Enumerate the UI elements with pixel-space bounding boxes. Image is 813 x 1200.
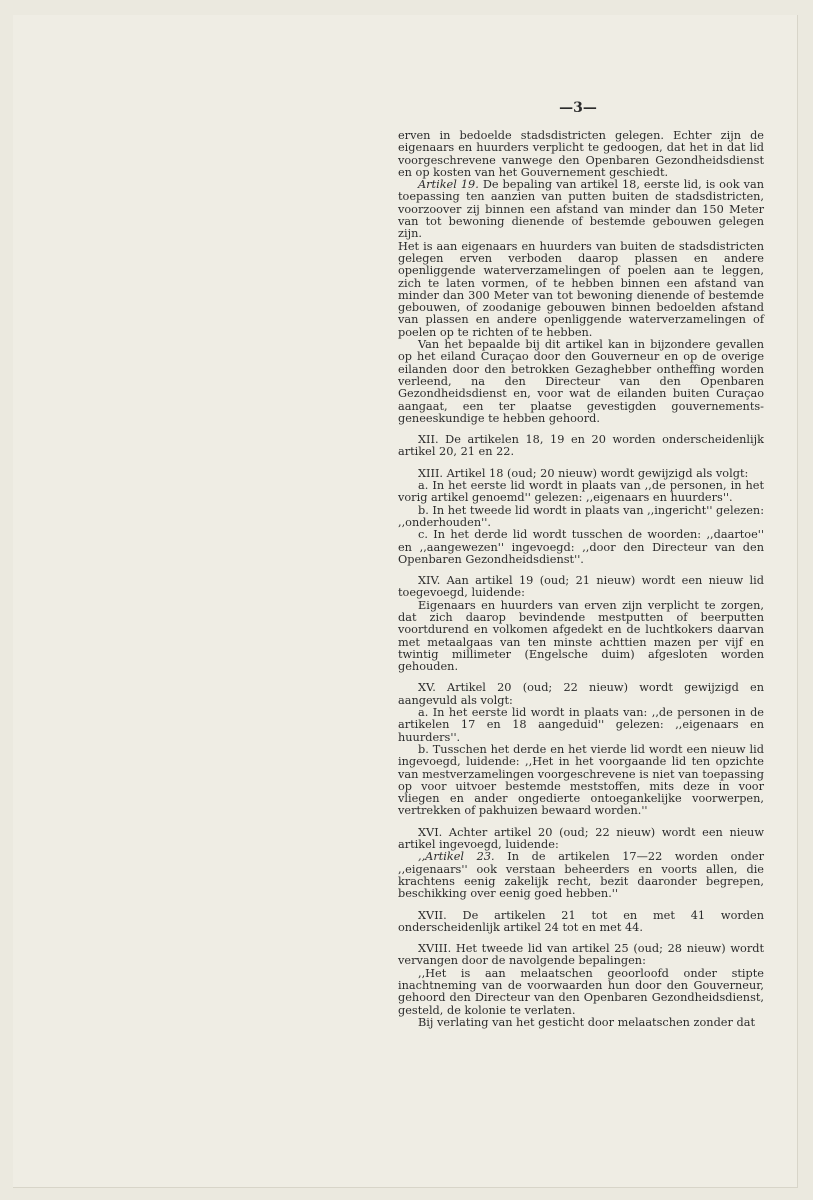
- section-xvi-article-23: [398, 851, 764, 900]
- page-number: —3—: [559, 100, 597, 116]
- section-xv-heading: XV. Artikel 20 (oud; 22 nieuw) wordt gewijzigd en aangevuld als volgt:: [398, 681, 764, 707]
- section-xiv-heading: XIV. Aan artikel 19 (oud; 21 nieuw) wordt een nieuw lid toegevoegd, luidende:: [398, 574, 764, 600]
- section-xiii-heading: XIII. Artikel 18 (oud; 20 nieuw) wordt gewijzigd als volgt:: [418, 466, 749, 480]
- paragraph-article-19: [398, 179, 764, 240]
- paragraph-continuation: erven in bedoelde stadsdistricten gelegen. Echter zijn de eigenaars en huurders verplicht te gedoogen, dat het in dat lid voorgeschrevene vanwege den Openbaren Gezondheidsdienst en op kosten van het Gouvernement geschiedt.: [398, 129, 764, 179]
- article-19-text: De bepaling van artikel 18, eerste lid, is ook van toepassing ten aanzien van putten buiten de stadsdistricten, voorzoover zij binnen een afstand van minder dan 150 Meter van tot bewoning dienende of bestemde gebouwen gelegen zijn.: [398, 178, 764, 241]
- document-body: [398, 130, 764, 1029]
- paragraph-article-19-exemption: Van het bepaalde bij dit artikel kan in bijzondere gevallen op het eiland Curaçao door den Gouverneur en op de overige eilanden door den betrokken Gezaghebber ontheffing worden verleend, na den Directeur van den Openbaren Gezondheidsdienst en, voor wat de eilanden buiten Curaçao aangaat, een ter plaatse gevestigden gouvernements-geneeskundige te hebben gehoord.: [398, 338, 764, 425]
- section-xv-item-b: b. Tusschen het derde en het vierde lid wordt een nieuw lid ingevoegd, luidende: ,,Het in het voorgaande lid ten opzichte van mestverzamelingen voorgeschrevene is niet van toepassing op voor uitvoer bestemde meststoffen, mits deze in voor vliegen en ander ongedierte ontoegankelijke voorwerpen, vertrekken of pakhuizen bewaard worden.'': [398, 742, 764, 818]
- section-xvi-heading: XVI. Achter artikel 20 (oud; 22 nieuw) wordt een nieuw artikel ingevoegd, luidende:: [398, 825, 764, 852]
- section-xiii-item-c: c. In het derde lid wordt tusschen de woorden: ,,daartoe'' en ,,aangewezen'' ingevoegd: ,,door den Directeur van den Openbaren Gezondheidsdienst''.: [398, 528, 764, 566]
- article-23-text: In de artikelen 17—22 worden onder ,,eigenaars'' ook verstaan beheerders en voorts allen, die krachtens eenig zakelijk recht, bezit daaronder begrepen, beschikking over eenig goed hebben.'': [398, 850, 764, 901]
- section-xviii-body: ,,Het is aan melaatschen geoorloofd onder stipte inachtneming van de voorwaarden hun door den Gouverneur, gehoord den Directeur van den Openbaren Gezondheidsdienst, gesteld, de kolonie te verlaten.: [398, 966, 764, 1017]
- section-xii: XII. De artikelen 18, 19 en 20 worden onderscheidenlijk artikel 20, 21 en 22.: [398, 433, 764, 459]
- section-xiv-body: Eigenaars en huurders van erven zijn verplicht te zorgen, dat zich daarop bevindende mestputten of beerputten voortdurend en volkomen afgedekt en de luchtkokers daarvan met metaalgaas van ten minste achttien mazen per vijf en twintig millimeter (Engelsche duim) afgesloten worden gehouden.: [398, 598, 764, 674]
- section-xiii-item-a: a. In het eerste lid wordt in plaats van ,,de personen, in het vorig artikel genoemd'' gelezen: ,,eigenaars en huurders''.: [398, 479, 764, 505]
- section-xv-item-a: a. In het eerste lid wordt in plaats van: ,,de personen in de artikelen 17 en 18 aangeduid'' gelezen: ,,eigenaars en huurders''.: [398, 706, 764, 744]
- section-xviii-continuation: Bij verlating van het gesticht door melaatschen zonder dat: [418, 1015, 755, 1029]
- section-xvii: XVII. De artikelen 21 tot en met 41 worden onderscheidenlijk artikel 24 tot en met 44.: [398, 908, 764, 934]
- section-xviii-heading: XVIII. Het tweede lid van artikel 25 (oud; 28 nieuw) wordt vervangen door de navolgende bepalingen:: [398, 942, 764, 968]
- article-23-label: ,,Artikel 23.: [418, 850, 495, 864]
- paragraph-article-19-second: Het is aan eigenaars en huurders van buiten de stadsdistricten gelegen erven verboden daarop plassen en andere openliggende waterverzamelingen of poelen aan te leggen, zich te laten vormen, of te hebben binnen een afstand van minder dan 300 Meter van tot bewoning dienende of bestemde gebouwen, of zoodanige gebouwen binnen bedoelden afstand van plassen en andere openliggende waterverzamelingen of poelen op te richten of te hebben.: [398, 239, 764, 339]
- section-xiii-item-b: b. In het tweede lid wordt in plaats van ,,ingericht'' gelezen: ,,onderhouden''.: [398, 503, 764, 529]
- article-19-label: Artikel 19.: [418, 178, 479, 192]
